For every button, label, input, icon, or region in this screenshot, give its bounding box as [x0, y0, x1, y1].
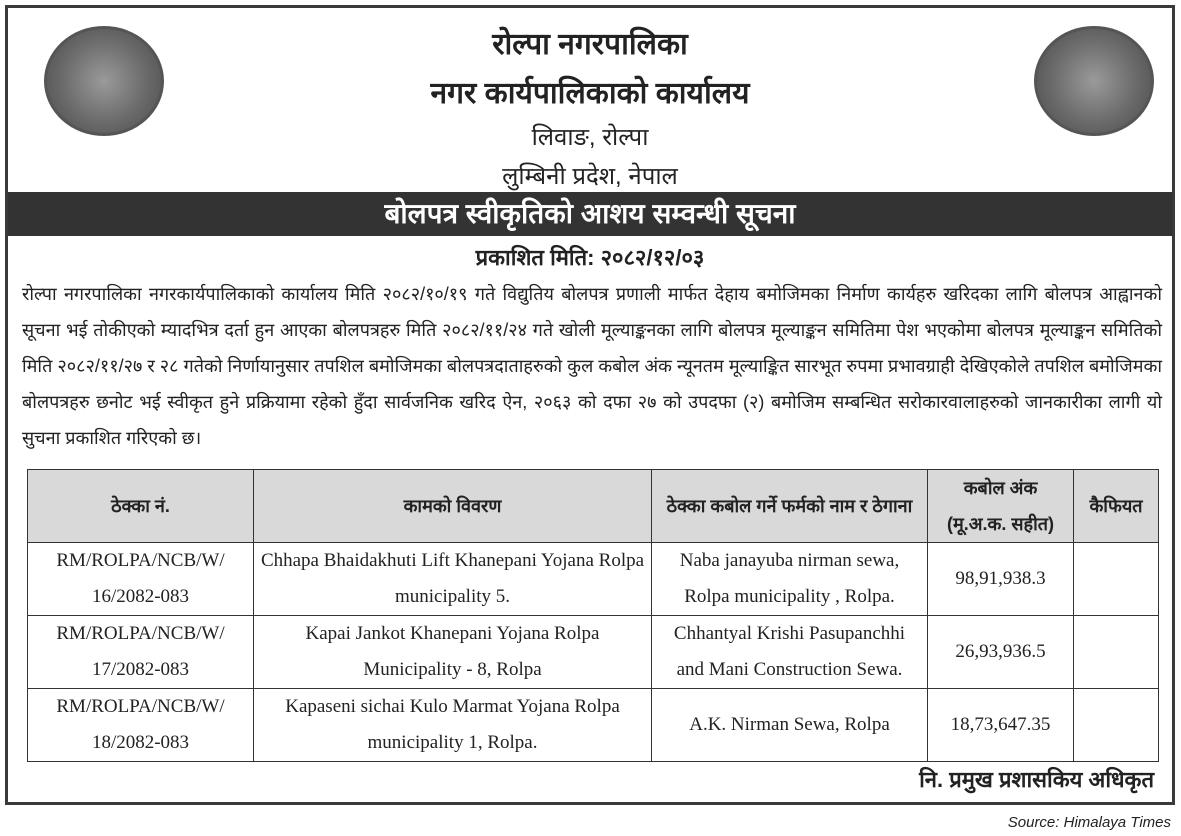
col-remarks: कैफियत: [1074, 470, 1159, 543]
remarks: [1074, 543, 1159, 616]
amount: 18,73,647.35: [928, 689, 1074, 762]
table-header-row: [28, 470, 1159, 543]
published-date: प्रकाशित मिति: २०८२/१२/०३: [475, 245, 705, 270]
amount: 98,91,938.3: [928, 543, 1074, 616]
notice-body: रोल्पा नगरपालिका नगरकार्यपालिकाको कार्यालय मिति २०८२/१०/१९ गते विद्युतिय बोलपत्र प्रणाली मार्फत देहाय बमोजिमका निर्माण कार्यहरु खरिदका लागि बोलपत्र आह्वानको सूचना भई तोकीएको म्यादभित्र दर्ता हुन आएका बोलपत्रहरु मिति २०८२/११/२४ गते खोली मूल्याङ्कनका लागि बोलपत्र मूल्याङ्कन समितिमा पेश भएकोमा बोलपत्र मूल्याङ्कन समितिको मिति २०८२/११/२७ र २८ गतेको निर्णायानुसार तपशिल बमोजिमका बोलपत्रदाताहरुको कुल कबोल अंक न्यूनतम मूल्याङ्कित सारभूत रुपमा प्रभावग्राही देखिएकोले तपशिल बमोजिमका बोलपत्रहरु छनोट भई स्वीकृत हुने प्रक्रियामा रहेको हुँदा सार्वजनिक खरिद ऐन, २०६३ को दफा २७ को उपदफा (२) बमोजिम सम्बन्धित सरोकारवालाहरुको जानकारीका लागी यो सुचना प्रकाशित गरिएको छ।: [22, 284, 1162, 448]
firm: Chhantyal Krishi Pasupanchhi and Mani Construction Sewa.: [652, 616, 928, 689]
firm: Naba janayuba nirman sewa, Rolpa municipality , Rolpa.: [652, 543, 928, 616]
table-row: [28, 616, 1159, 689]
remarks: [1074, 616, 1159, 689]
table-row: [28, 689, 1159, 762]
col-firm: ठेक्का कबोल गर्ने फर्मको नाम र ठेगाना: [652, 470, 928, 543]
province: लुम्बिनी प्रदेश, नेपाल: [502, 163, 678, 190]
col-amount: कबोल अंक (मू.अ.क. सहीत): [928, 470, 1074, 543]
col-contract-no: ठेक्का नं.: [28, 470, 254, 543]
description: Kapaseni sichai Kulo Marmat Yojana Rolpa municipality 1, Rolpa.: [254, 689, 652, 762]
office-location: लिवाङ, रोल्पा: [531, 124, 649, 151]
contract-no: RM/ROLPA/NCB/W/ 17/2082-083: [28, 616, 254, 689]
description: Kapai Jankot Khanepani Yojana Rolpa Municipality - 8, Rolpa: [254, 616, 652, 689]
notice-title: बोलपत्र स्वीकृतिको आशय सम्वन्धी सूचना: [8, 192, 1172, 236]
contract-no: RM/ROLPA/NCB/W/ 18/2082-083: [28, 689, 254, 762]
nepal-emblem-logo: [44, 26, 164, 136]
signatory: नि. प्रमुख प्रशासकिय अधिकृत: [919, 767, 1154, 792]
notice-header: [8, 8, 1172, 192]
office-name: नगर कार्यपालिकाको कार्यालय: [430, 77, 750, 110]
amount: 26,93,936.5: [928, 616, 1074, 689]
firm: A.K. Nirman Sewa, Rolpa: [652, 689, 928, 762]
source-credit: Source: Himalaya Times: [1007, 814, 1171, 831]
municipality-seal-logo: [1034, 26, 1154, 136]
municipality-name: रोल्पा नगरपालिका: [492, 28, 688, 61]
table-row: [28, 543, 1159, 616]
col-description: कामको विवरण: [254, 470, 652, 543]
contract-no: RM/ROLPA/NCB/W/ 16/2082-083: [28, 543, 254, 616]
notice-frame: [5, 5, 1175, 805]
bid-table: [27, 469, 1159, 762]
remarks: [1074, 689, 1159, 762]
description: Chhapa Bhaidakhuti Lift Khanepani Yojana Rolpa municipality 5.: [254, 543, 652, 616]
